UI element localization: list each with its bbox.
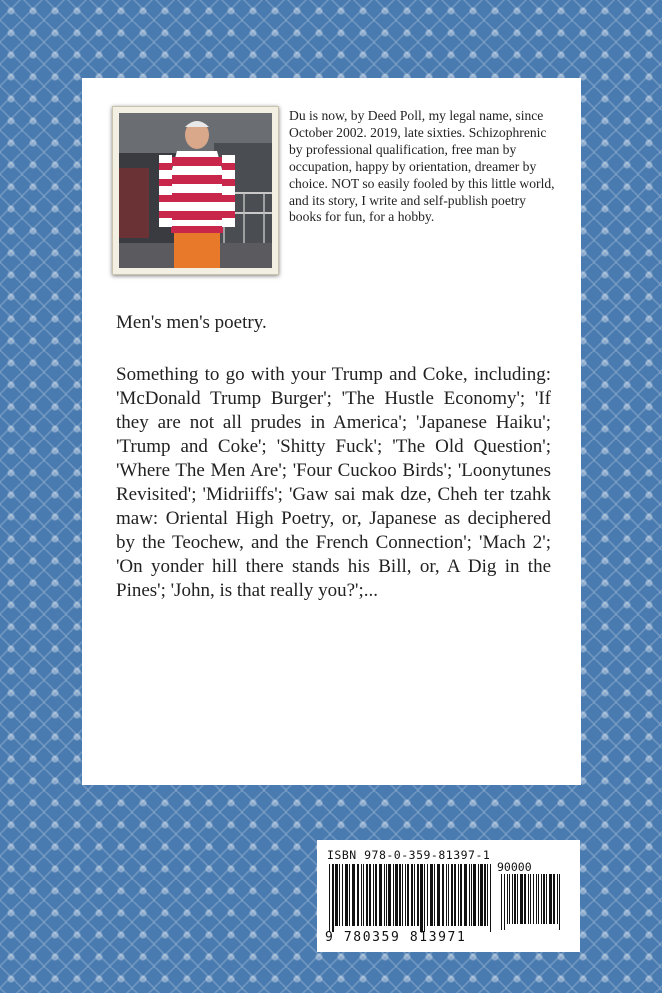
author-photo <box>119 113 272 268</box>
barcode-bar <box>530 874 531 924</box>
barcode-bar <box>520 874 523 924</box>
barcode-bar <box>366 864 368 926</box>
barcode-bar <box>514 874 516 924</box>
barcode-bar <box>546 874 547 924</box>
barcode-bar <box>501 874 502 930</box>
author-bio: Du is now, by Deed Poll, my legal name, since October 2002. 2019, late sixties. Schizophrenic by professional qualification, free man by occupation, happy by orientation, dreamer by choice. NOT so easily fooled by this little world, and its story, I write and self-publish poetry books for fun, for a hobby. <box>289 108 555 225</box>
barcode-bar <box>446 864 447 926</box>
barcode-bar <box>420 864 423 932</box>
barcode-bar <box>437 864 440 926</box>
barcode-bar <box>379 864 382 926</box>
barcode-bar <box>460 864 462 926</box>
barcode-bar <box>345 864 348 926</box>
barcode-bar <box>417 864 419 926</box>
barcode-bar <box>405 864 406 926</box>
barcode-bar <box>329 864 330 932</box>
barcode-bar <box>549 874 552 924</box>
barcode-bar <box>424 864 425 932</box>
barcode-bar <box>487 864 488 926</box>
barcode-bar <box>469 864 470 926</box>
back-cover-panel <box>82 78 581 785</box>
barcode-bar <box>407 864 409 926</box>
barcode-bar <box>538 874 539 924</box>
barcode-bar <box>339 864 340 926</box>
barcode-bar <box>536 874 537 924</box>
barcode-bar <box>427 864 428 926</box>
barcode-bar <box>363 864 364 926</box>
barcode-bar <box>342 864 343 926</box>
barcode-bar <box>373 864 374 926</box>
author-photo-frame <box>112 106 279 275</box>
barcode-bar <box>478 864 479 926</box>
barcode-bar <box>528 874 529 924</box>
barcode-bar <box>384 864 385 926</box>
barcode-bar <box>375 864 377 926</box>
isbn-digits: 9 780359 813971 <box>325 930 467 945</box>
tagline: Men's men's poetry. <box>116 312 267 333</box>
barcode-bars <box>329 864 494 932</box>
barcode-bar <box>509 874 510 924</box>
book-description: Something to go with your Trump and Coke, including: 'McDonald Trump Burger'; 'The Hustle Economy'; 'If they are not all prudes in America'; 'Japanese Haiku'; 'Trump and Coke'; 'Shitty Fuck'; 'The Old Question'; 'Where The Men Are'; 'Four Cuckoo Birds'; 'Loonytunes Revisited'; 'Midriiffs'; 'Gaw sai mak dze, Cheh ter tzahk maw: Oriental High Poetry, or, Japanese as deciphered by the Teochew, and the French Connection'; 'Mach 2'; 'On yonder hill there stands his Bill, or, A Dig in the Pines'; 'John, is that really you?';... <box>116 364 551 601</box>
barcode-bar <box>399 864 401 926</box>
isbn-barcode <box>317 840 580 952</box>
barcode-bar <box>395 864 398 926</box>
barcode-bar <box>442 864 444 926</box>
barcode-bar <box>451 864 453 926</box>
barcode-bar <box>524 874 526 924</box>
barcode-bar <box>490 864 491 932</box>
barcode-bar <box>393 864 394 926</box>
barcode-bar <box>507 874 508 924</box>
price-barcode-bars <box>501 874 563 930</box>
barcode-bar <box>504 874 505 930</box>
barcode-bar <box>369 864 371 926</box>
barcode-bar <box>454 864 456 926</box>
barcode-bar <box>357 864 359 926</box>
barcode-bar <box>533 874 534 924</box>
barcode-bar <box>386 864 387 926</box>
barcode-bar <box>332 864 334 932</box>
barcode-bar <box>335 864 338 926</box>
barcode-bar <box>517 874 518 924</box>
barcode-bar <box>411 864 413 926</box>
barcode-bar <box>402 864 403 926</box>
barcode-bar <box>473 864 476 926</box>
author-photo-illustration <box>119 113 272 268</box>
isbn-label: ISBN 978-0-359-81397-1 <box>327 848 491 862</box>
barcode-bar <box>559 874 560 930</box>
barcode-bar <box>484 864 486 926</box>
barcode-bar <box>480 864 483 926</box>
barcode-bar <box>430 864 433 926</box>
barcode-bar <box>557 874 558 924</box>
barcode-bar <box>543 874 545 924</box>
barcode-bar <box>388 864 391 926</box>
barcode-bar <box>448 864 449 926</box>
barcode-bar <box>464 864 467 926</box>
barcode-bar <box>352 864 355 926</box>
barcode-bar <box>349 864 350 926</box>
barcode-bar <box>414 864 415 926</box>
price-code: 90000 <box>497 860 532 874</box>
barcode-bar <box>541 874 542 924</box>
barcode-bar <box>458 864 459 926</box>
barcode-bar <box>361 864 362 926</box>
barcode-bar <box>512 874 513 924</box>
barcode-bar <box>471 864 472 926</box>
barcode-bar <box>434 864 435 926</box>
barcode-bar <box>553 874 555 924</box>
